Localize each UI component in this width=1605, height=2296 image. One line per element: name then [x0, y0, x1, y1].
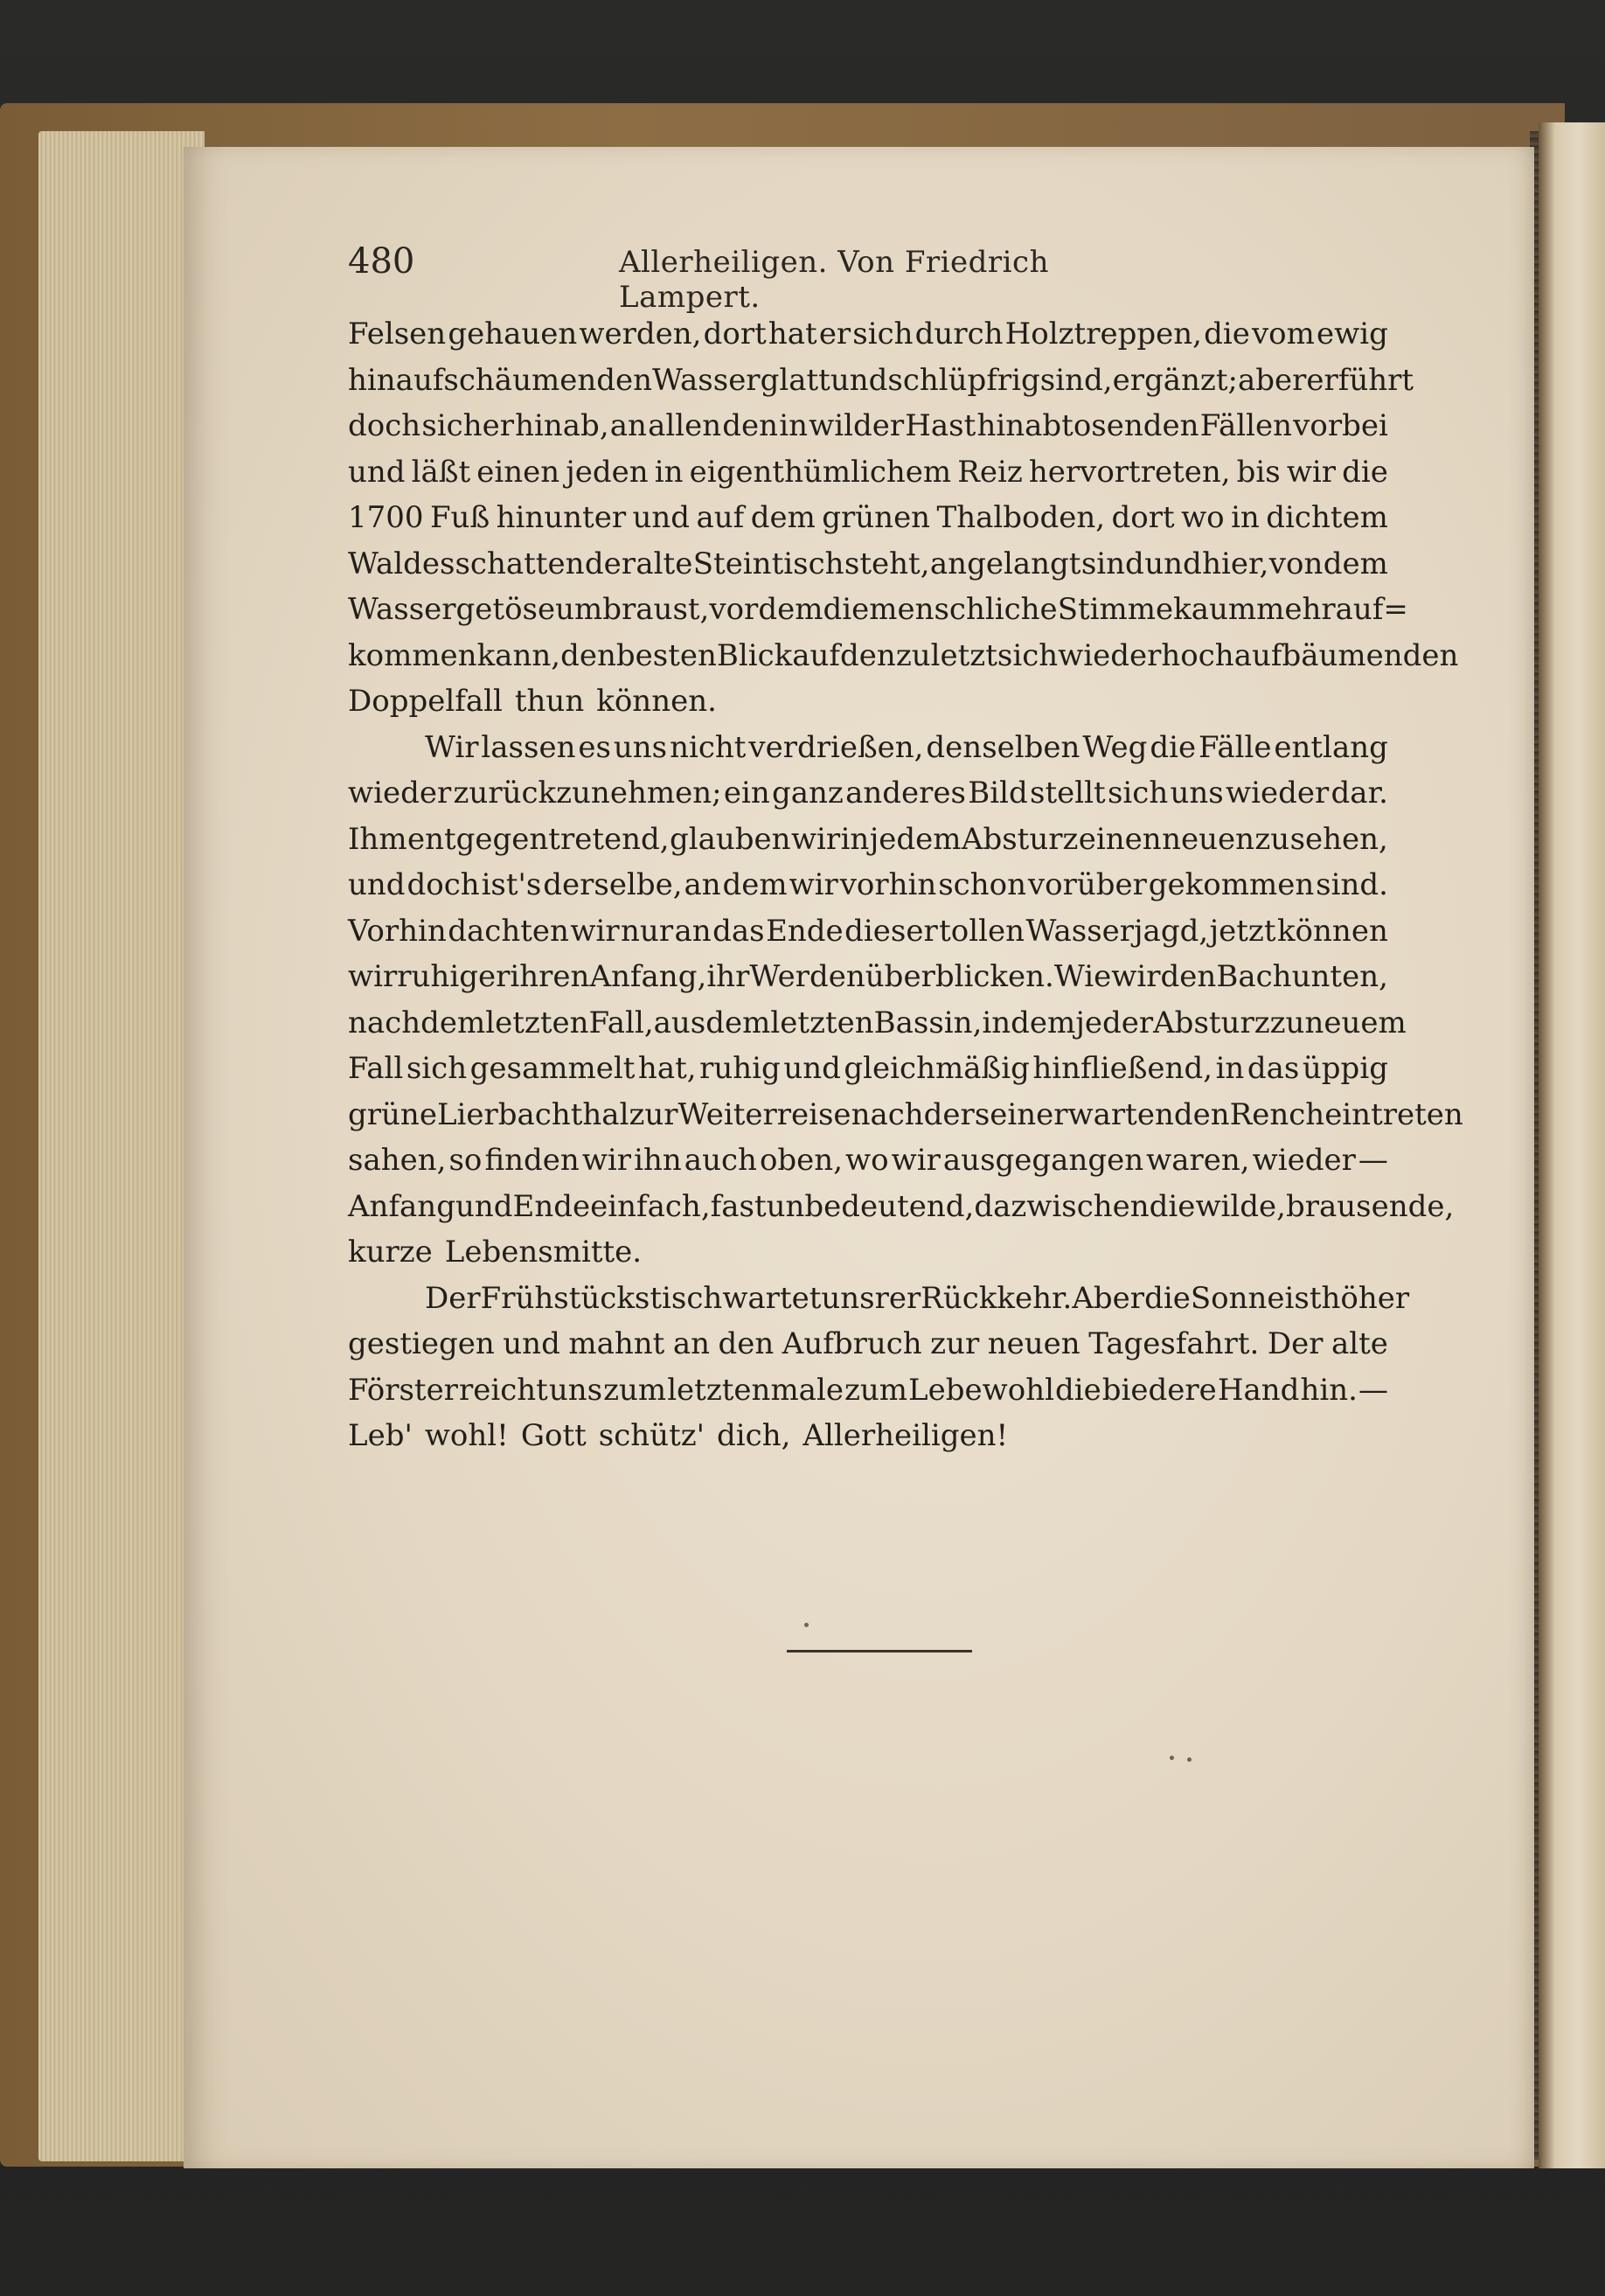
- running-title: Allerheiligen. Von Friedrich Lampert.: [619, 245, 1049, 315]
- text-line: Der Frühstückstisch wartet unsrer Rückkehr. Aber die Sonne ist höher: [425, 1280, 1410, 1316]
- text-line: gestiegen und mahnt an den Aufbruch zur neuen Tagesfahrt. Der alte: [348, 1326, 1388, 1361]
- paper-speck: [1170, 1756, 1174, 1760]
- text-line: kurze Lebensmitte.: [348, 1235, 643, 1270]
- paper-speck: [804, 1623, 809, 1627]
- text-line: kommen kann, den besten Blick auf den zuletzt sich wieder hoch aufbäumenden: [348, 637, 1459, 673]
- body-text: [348, 317, 1463, 1465]
- text-line: doch sicher hinab, an allen den in wilder Hast hinabtosenden Fällen vorbei: [348, 408, 1388, 443]
- text-line: Doppelfall thun können.: [348, 684, 717, 719]
- facing-page-edge: [1539, 122, 1605, 2168]
- text-line: nach dem letzten Fall, aus dem letzten Bassin, in dem jeder Absturz zu neuem: [348, 1005, 1407, 1040]
- text-line: Wir lassen es uns nicht verdrießen, denselben Weg die Fälle entlang: [425, 729, 1388, 765]
- text-line: Leb' wohl! Gott schütz' dich, Allerheiligen!: [348, 1418, 1009, 1453]
- paper-speck: [1187, 1757, 1192, 1762]
- text-line: Förster reicht uns zum letztenmale zum Lebewohl die biedere Hand hin. —: [348, 1372, 1388, 1408]
- text-line: 1700 Fuß hinunter und auf dem grünen Thalboden, dort wo in dichtem: [348, 500, 1388, 535]
- text-line: Waldesschatten der alte Steintisch steht, angelangt sind und hier, von dem: [348, 546, 1388, 581]
- text-line: wieder zurückzunehmen; ein ganz anderes Bild stellt sich uns wieder dar.: [348, 776, 1388, 811]
- text-line: Fall sich gesammelt hat, ruhig und gleichmäßig hinfließend, in das üppig: [348, 1051, 1388, 1086]
- running-header: [348, 241, 1114, 315]
- text-line: Anfang und Ende einfach, fast unbedeutend, dazwischen die wilde, brausende,: [348, 1188, 1455, 1224]
- text-line: und läßt einen jeden in eigenthümlichem Reiz hervortreten, bis wir die: [348, 454, 1388, 490]
- page-edges: [38, 131, 205, 2161]
- text-line: hinaufschäumenden Wasser glatt und schlüpfrig sind, ergänzt; aber er führt: [348, 362, 1414, 398]
- text-line: Ihm entgegentretend, glauben wir in jedem Absturz einen neuen zu sehen,: [348, 821, 1388, 857]
- text-line: sahen, so finden wir ihn auch oben, wo wir ausgegangen waren, wieder —: [348, 1143, 1388, 1178]
- end-rule: [787, 1650, 972, 1652]
- text-line: Wassergetöse umbraust, vor dem die menschliche Stimme kaum mehr auf=: [348, 592, 1408, 627]
- text-line: wir ruhiger ihren Anfang, ihr Werden überblicken. Wie wir den Bach unten,: [348, 959, 1388, 994]
- text-line: grüne Lierbachthal zur Weiterreise nach der seiner wartenden Rench eintreten: [348, 1096, 1463, 1132]
- text-line: Felsen gehauen werden, dort hat er sich durch Holztreppen, die vom ewig: [348, 317, 1388, 351]
- text-line: und doch ist's derselbe, an dem wir vorhin schon vorüber gekommen sind.: [348, 867, 1388, 902]
- page-number: 480: [348, 241, 415, 282]
- text-line: Vorhin dachten wir nur an das Ende dieser tollen Wasserjagd, jetzt können: [348, 913, 1388, 949]
